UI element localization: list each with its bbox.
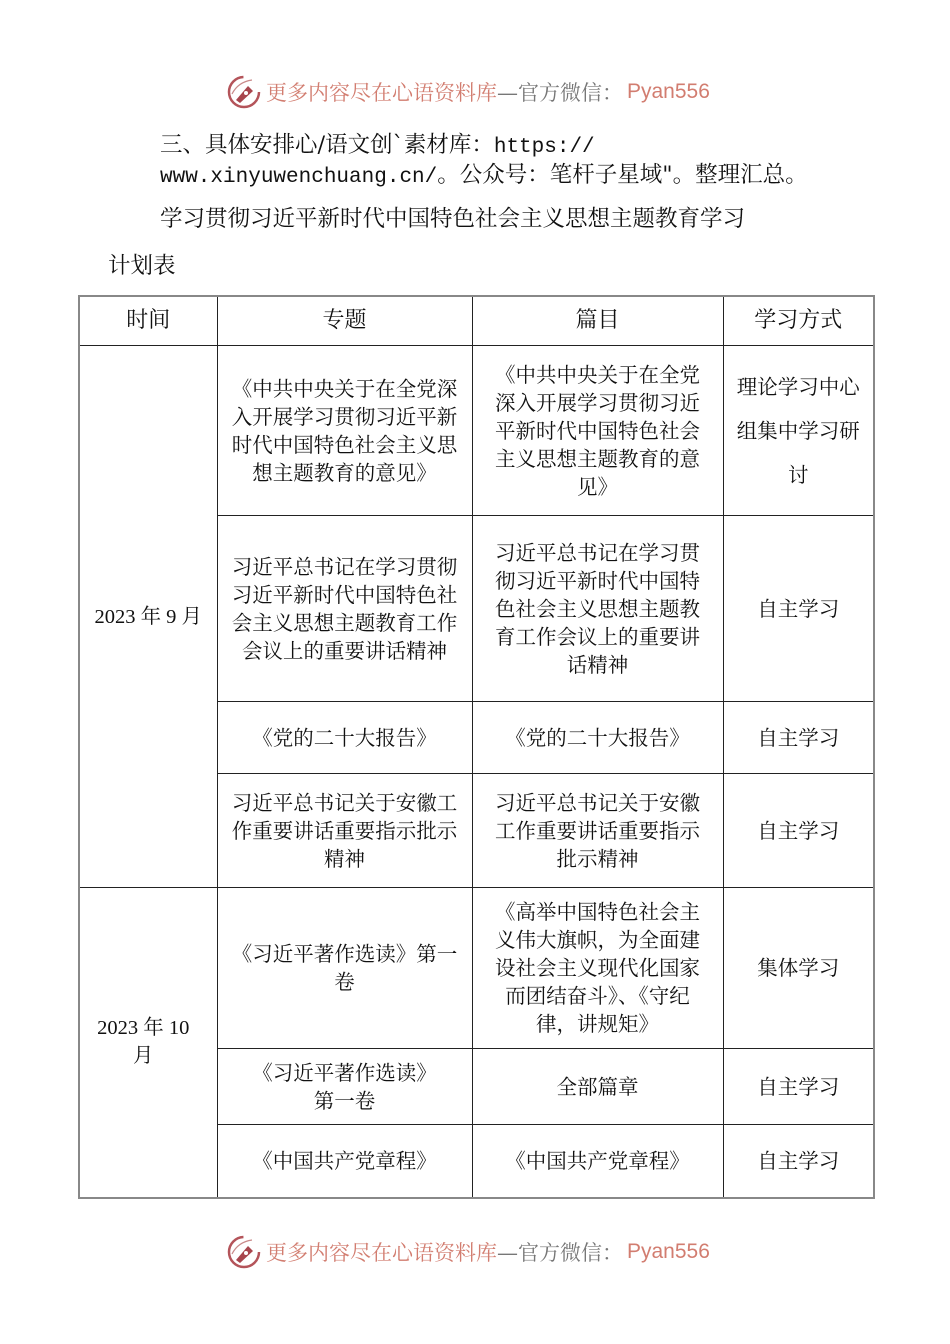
watermark-mid-text: —官方微信： — [497, 1241, 623, 1265]
watermark-wechat-id: Pyan556 — [627, 80, 710, 103]
topic-cell: 《习近平著作选读》第一卷 — [217, 1049, 472, 1125]
method-cell: 理论学习中心组集中学习研讨 — [723, 346, 874, 516]
article-cell: 《党的二十大报告》 — [472, 702, 723, 774]
study-plan-table — [78, 295, 875, 1199]
document-title-line-2: 计划表 — [108, 253, 176, 279]
pen-nib-logo-icon — [226, 1234, 262, 1270]
intro-line-2 — [160, 160, 808, 193]
method-cell: 自主学习 — [723, 1125, 874, 1198]
intro-text-b: 。公众号：笔杆子星域"。整理汇总。 — [437, 162, 808, 188]
watermark-main-text: 更多内容尽在心语资料库 — [266, 1241, 497, 1265]
article-cell: 全部篇章 — [472, 1049, 723, 1125]
watermark-wechat-id: Pyan556 — [627, 1240, 710, 1263]
intro-text-a: 三、具体安排心/语文创`素材库： — [160, 132, 494, 158]
table-header-row — [79, 296, 874, 346]
topic-cell: 《习近平著作选读》第一卷 — [217, 888, 472, 1049]
watermark-banner-bottom — [226, 1232, 710, 1272]
header-method: 学习方式 — [723, 296, 874, 346]
topic-cell: 《党的二十大报告》 — [217, 702, 472, 774]
method-cell: 自主学习 — [723, 1049, 874, 1125]
watermark-banner-top — [226, 72, 710, 112]
time-cell-oct: 2023 年 10 月 — [79, 888, 217, 1198]
article-cell: 《中国共产党章程》 — [472, 1125, 723, 1198]
table-row — [79, 346, 874, 516]
method-cell: 自主学习 — [723, 774, 874, 888]
watermark-main-text: 更多内容尽在心语资料库 — [266, 81, 497, 105]
article-cell: 习近平总书记关于安徽工作重要讲话重要指示批示精神 — [472, 774, 723, 888]
header-time: 时间 — [79, 296, 217, 346]
topic-cell: 《中共中央关于在全党深入开展学习贯彻习近平新时代中国特色社会主义思想主题教育的意见》 — [217, 346, 472, 516]
article-cell: 习近平总书记在学习贯彻习近平新时代中国特色社会主义思想主题教育工作会议上的重要讲话精神 — [472, 516, 723, 702]
topic-cell: 习近平总书记关于安徽工作重要讲话重要指示批示精神 — [217, 774, 472, 888]
topic-cell: 《中国共产党章程》 — [217, 1125, 472, 1198]
header-article: 篇目 — [472, 296, 723, 346]
method-cell: 集体学习 — [723, 888, 874, 1049]
method-cell: 自主学习 — [723, 516, 874, 702]
article-cell: 《高举中国特色社会主义伟大旗帜，为全面建设社会主义现代化国家而团结奋斗》、《守纪律，讲规矩》 — [472, 888, 723, 1049]
header-topic: 专题 — [217, 296, 472, 346]
intro-line-1 — [160, 130, 595, 163]
watermark-mid-text: —官方微信： — [497, 81, 623, 105]
topic-cell: 习近平总书记在学习贯彻习近平新时代中国特色社会主义思想主题教育工作会议上的重要讲话精神 — [217, 516, 472, 702]
time-cell-sep: 2023 年 9 月 — [79, 346, 217, 888]
article-cell: 《中共中央关于在全党深入开展学习贯彻习近平新时代中国特色社会主义思想主题教育的意见》 — [472, 346, 723, 516]
pen-nib-logo-icon — [226, 74, 262, 110]
document-title-line-1: 学习贯彻习近平新时代中国特色社会主义思想主题教育学习 — [160, 206, 746, 232]
intro-url-part-1[interactable]: https:// — [493, 136, 595, 159]
intro-url-part-2[interactable]: www.xinyuwenchuang.cn/ — [160, 166, 438, 189]
method-cell: 自主学习 — [723, 702, 874, 774]
table-row — [79, 888, 874, 1049]
